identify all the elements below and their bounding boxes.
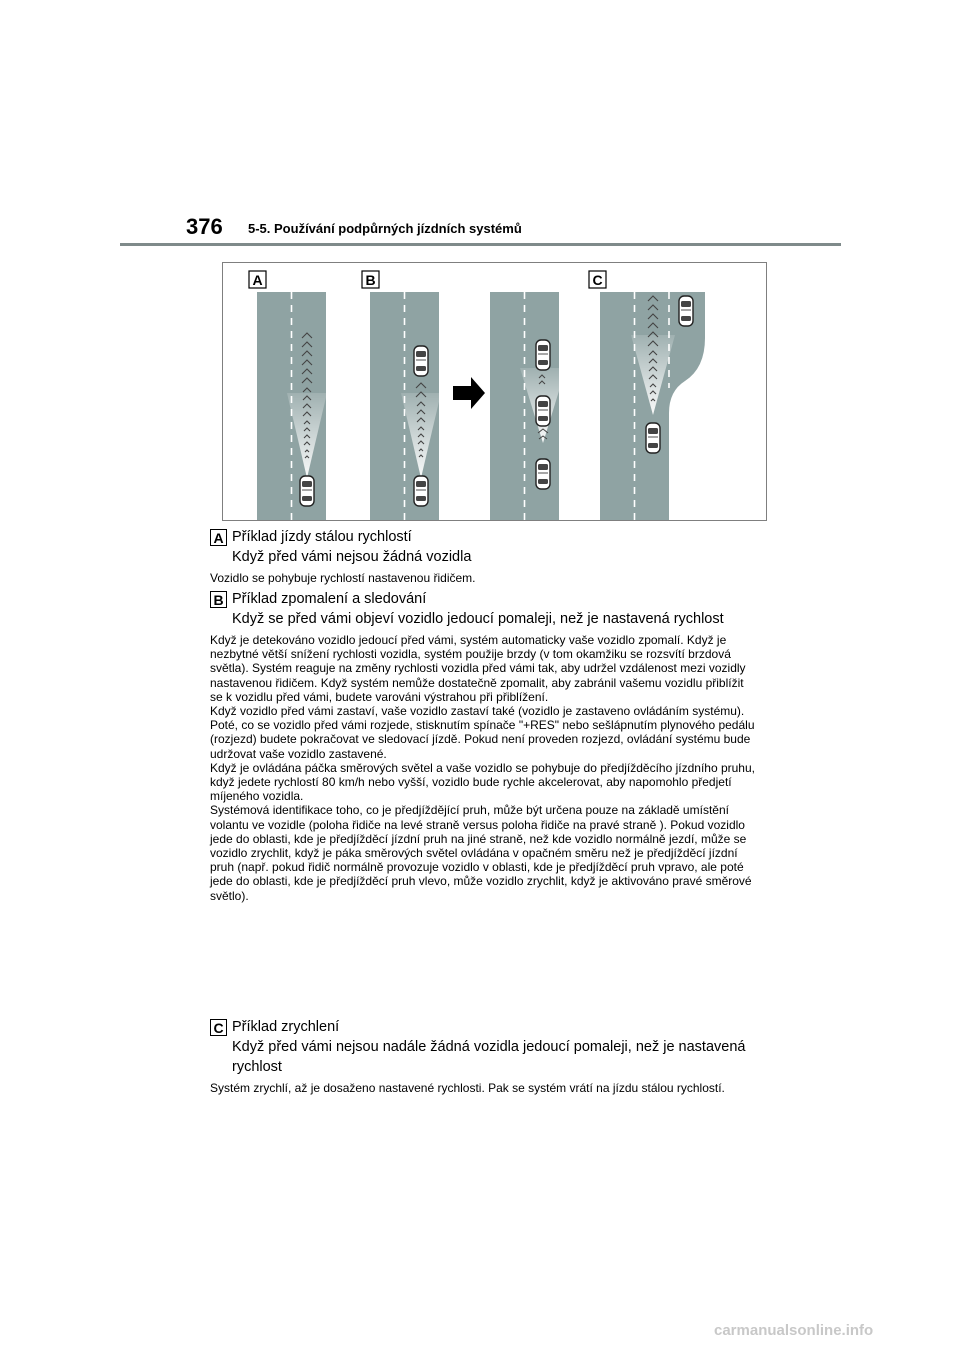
entry-b-heading-line1: Příklad zpomalení a sledování [232,591,427,607]
lead-car-b [414,346,428,376]
entry-c-heading-line1: Příklad zrychlení [232,1019,340,1035]
road-b-stopped [490,292,566,520]
figure-label-b [362,271,379,288]
section-title: 5-5. Používání podpůrných jízdních systémů [248,221,522,236]
own-car-c [646,423,660,453]
entry-a-body [210,571,755,585]
entry-marker-b: B [210,591,227,608]
figure-label-a [249,271,266,288]
own-car-b [414,476,428,506]
transition-arrow [453,377,485,409]
road-illustration [223,263,766,520]
entry-a [210,527,755,585]
entry-c-heading-line2: Když před vámi nejsou nadále žádná vozidla jedoucí pomaleji, než je nastavená rychlost [232,1039,746,1075]
entry-a-paragraph: Vozidlo se pohybuje rychlostí nastavenou řidičem. [210,571,476,585]
merging-car-c [679,296,693,326]
watermark: carmanualsonline.info [714,1322,874,1339]
entry-b-paragraph: Když je detekováno vozidlo jedoucí před vámi, systém automaticky vaše vozidlo zpomalí. Když je nezbytné větší snížení rychlosti vozidla, systém použije brzdy (v tom okamžiku se rozsvítí brzdová světla). Systém reaguje na změny rychlosti vozidla před vámi tak, aby udržel vzdálenost mezi vozidly nastavenou řidičem. Když systém nemůže dostatečně zpomalit, aby zabránil vašemu vozidlu přiblížit se k vozidlu před vámi, budete varováni výstrahou při přiblížení. [210,633,746,704]
entry-marker-c: C [210,1019,227,1036]
entry-c [210,1017,755,1095]
entry-a-heading [232,527,755,567]
figure-label-c-text: C [592,272,603,288]
road-b-following [370,292,441,520]
entry-b-paragraph: Systémová identifikace toho, co je předjíždějící pruh, může být určena pouze na základě umístění volantu ve vozidle (poloha řidiče na levé straně versus poloha řidiče na pravé straně ). Pokud vozidlo jede do oblasti, kde je předjížděcí jízdní pruh na jiné straně, než kde vozidlo normálně jezdí, může se vozidlo zrychlit, když je páka směrových světel ovládána v opačném směru než je předjížděcí jízdní pruh (např. pokud řidič normálně provozuje vozidlo v oblasti, kde je předjížděcí pruh vpravo, ale poté jede do oblasti, kde je předjížděcí pruh vlevo, může vozidlo zrychlit, když je aktivováno pravé směrové světlo). [210,803,752,903]
road-a [257,292,327,520]
lead-car-b-stopped [536,340,550,370]
entry-b-paragraph: Když vozidlo před vámi zastaví, vaše vozidlo zastaví také (vozidlo je zastaveno ovládáním systému). Poté, co se vozidlo před vámi rozjede, stisknutím spínače "+RES" nebo sešlápnutím plynového pedálu (rozjezd) budete pokračovat ve sledovací jízdě. Pokud není proveden rozjezd, ovládání systému bude udržovat vaše vozidlo zastavené. [210,704,755,761]
page-number: 376 [186,214,223,239]
figure-label-a-text: A [252,272,263,288]
entry-b-heading [232,589,755,629]
figure-label-b-text: B [365,272,376,288]
entry-a-heading-line2: Když před vámi nejsou žádná vozidla [232,549,472,565]
road-c [600,292,705,520]
figure-label-c [589,271,606,288]
entry-b-heading-line2: Když se před vámi objeví vozidlo jedoucí pomaleji, než je nastavená rychlost [232,611,724,627]
header-divider [120,243,841,246]
own-car-b-stopped [536,396,550,426]
entry-b-body [210,633,755,903]
entry-c-body [210,1081,755,1095]
entry-a-heading-line1: Příklad jízdy stálou rychlostí [232,529,412,545]
own-car-a [300,476,314,506]
entry-c-heading [232,1017,755,1077]
entry-marker-a: A [210,529,227,546]
rear-car-b [536,459,550,489]
cruise-control-figure [222,262,767,521]
entry-b [210,589,755,903]
entry-c-paragraph: Systém zrychlí, až je dosaženo nastavené rychlosti. Pak se systém vrátí na jízdu stálou rychlostí. [210,1081,725,1095]
entry-b-paragraph: Když je ovládána páčka směrových světel a vaše vozidlo se pohybuje do předjížděcího jízdního pruhu, když jedete rychlostí 80 km/h nebo vyšší, vozidlo bude rychle akcelerovat, aby napomohlo předjetí míjeného vozidla. [210,760,755,804]
